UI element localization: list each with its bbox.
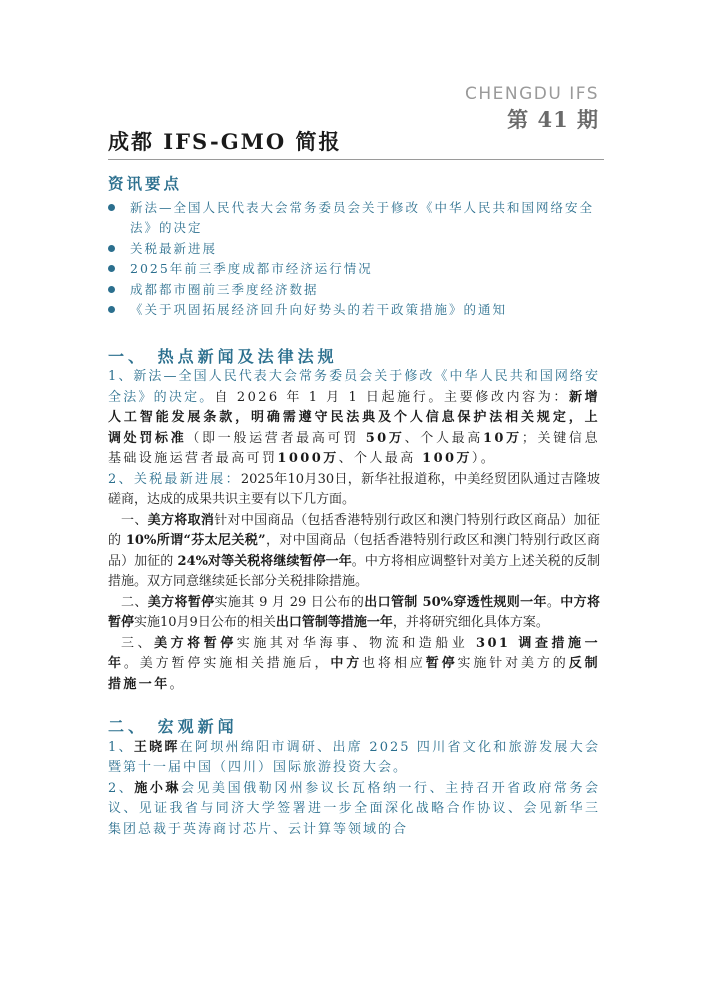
bullet-icon bbox=[108, 286, 115, 293]
section2-heading: 二、 宏观新闻 bbox=[108, 717, 238, 736]
macro-news-item-1: 1、王晓晖在阿坝州绵阳市调研、出席 2025 四川省文化和旅游发展大会暨第十一届中国（四川）国际旅游投资大会。 bbox=[108, 739, 600, 775]
title-divider bbox=[108, 159, 604, 160]
brand-mark: CHENGDU IFS bbox=[464, 84, 599, 104]
tariff-point-2: 二、美方将暂停实施其 9 月 29 日公布的出口管制 50%穿透性规则一年。中方将暂停实施10月9日公布的相关出口管制等措施一年，并将研究细化具体方案。 bbox=[108, 594, 600, 630]
page-title: 成都 IFS-GMO 简报 bbox=[108, 129, 342, 154]
highlight-item: 2025年前三季度成都市经济运行情况 bbox=[108, 259, 600, 280]
bullet-icon bbox=[108, 245, 115, 252]
highlight-item: 关税最新进展 bbox=[108, 239, 600, 260]
tariff-intro-paragraph: 2、关税最新进展：2025年10月30日，新华社报道称，中美经贸团队通过吉隆坡磋商，达成的成果共识主要有以下几方面。 bbox=[108, 471, 600, 507]
tariff-point-1: 一、美方将取消针对中国商品（包括香港特别行政区和澳门特别行政区商品）加征的 10%所谓“芬太尼关税”，对中国商品（包括香港特别行政区和澳门特别行政区商品）加征的 24%对等关税将继续暂停一年。中方将相应调整针对美方上述关税的反制措施。双方同意继续延长部分关税排除措施。 bbox=[108, 512, 600, 589]
highlight-item: 成都都市圈前三季度经济数据 bbox=[108, 280, 600, 301]
tariff-point-3: 三、美方将暂停实施其对华海事、物流和造船业 301 调查措施一年。美方暂停实施相关措施后，中方也将相应暂停实施针对美方的反制措施一年。 bbox=[108, 635, 600, 692]
highlights-title: 资讯要点 bbox=[108, 174, 183, 193]
document-body bbox=[108, 174, 600, 840]
highlights-list bbox=[108, 198, 600, 321]
bullet-icon bbox=[108, 265, 115, 272]
highlight-item: 《关于巩固拓展经济回升向好势头的若干政策措施》的通知 bbox=[108, 300, 600, 321]
bullet-icon bbox=[108, 306, 115, 313]
highlight-item: 新法—全国人民代表大会常务委员会关于修改《中华人民共和国网络安全法》的决定 bbox=[108, 198, 600, 239]
macro-news-item-2: 2、施小琳会见美国俄勒冈州参议长瓦格纳一行、主持召开省政府常务会议、见证我省与同济大学签署进一步全面深化战略合作协议、会见新华三集团总裁于英涛商讨芯片、云计算等领域的合 bbox=[108, 780, 600, 837]
law-news-paragraph: 1、新法—全国人民代表大会常务委员会关于修改《中华人民共和国网络安全法》的决定。自 2026 年 1 月 1 日起施行。主要修改内容为：新增人工智能发展条款，明确需遵守民法典及个人信息保护法相关规定，上调处罚标准（即一般运营者最高可罚 50万、个人最高10万；关键信息基础设施运营者最高可罚1000万、个人最高 100万）。 bbox=[108, 369, 600, 466]
section1-heading: 一、 热点新闻及法律法规 bbox=[108, 346, 338, 366]
bullet-icon bbox=[108, 204, 115, 211]
issue-number: 第 41 期 bbox=[507, 107, 599, 132]
